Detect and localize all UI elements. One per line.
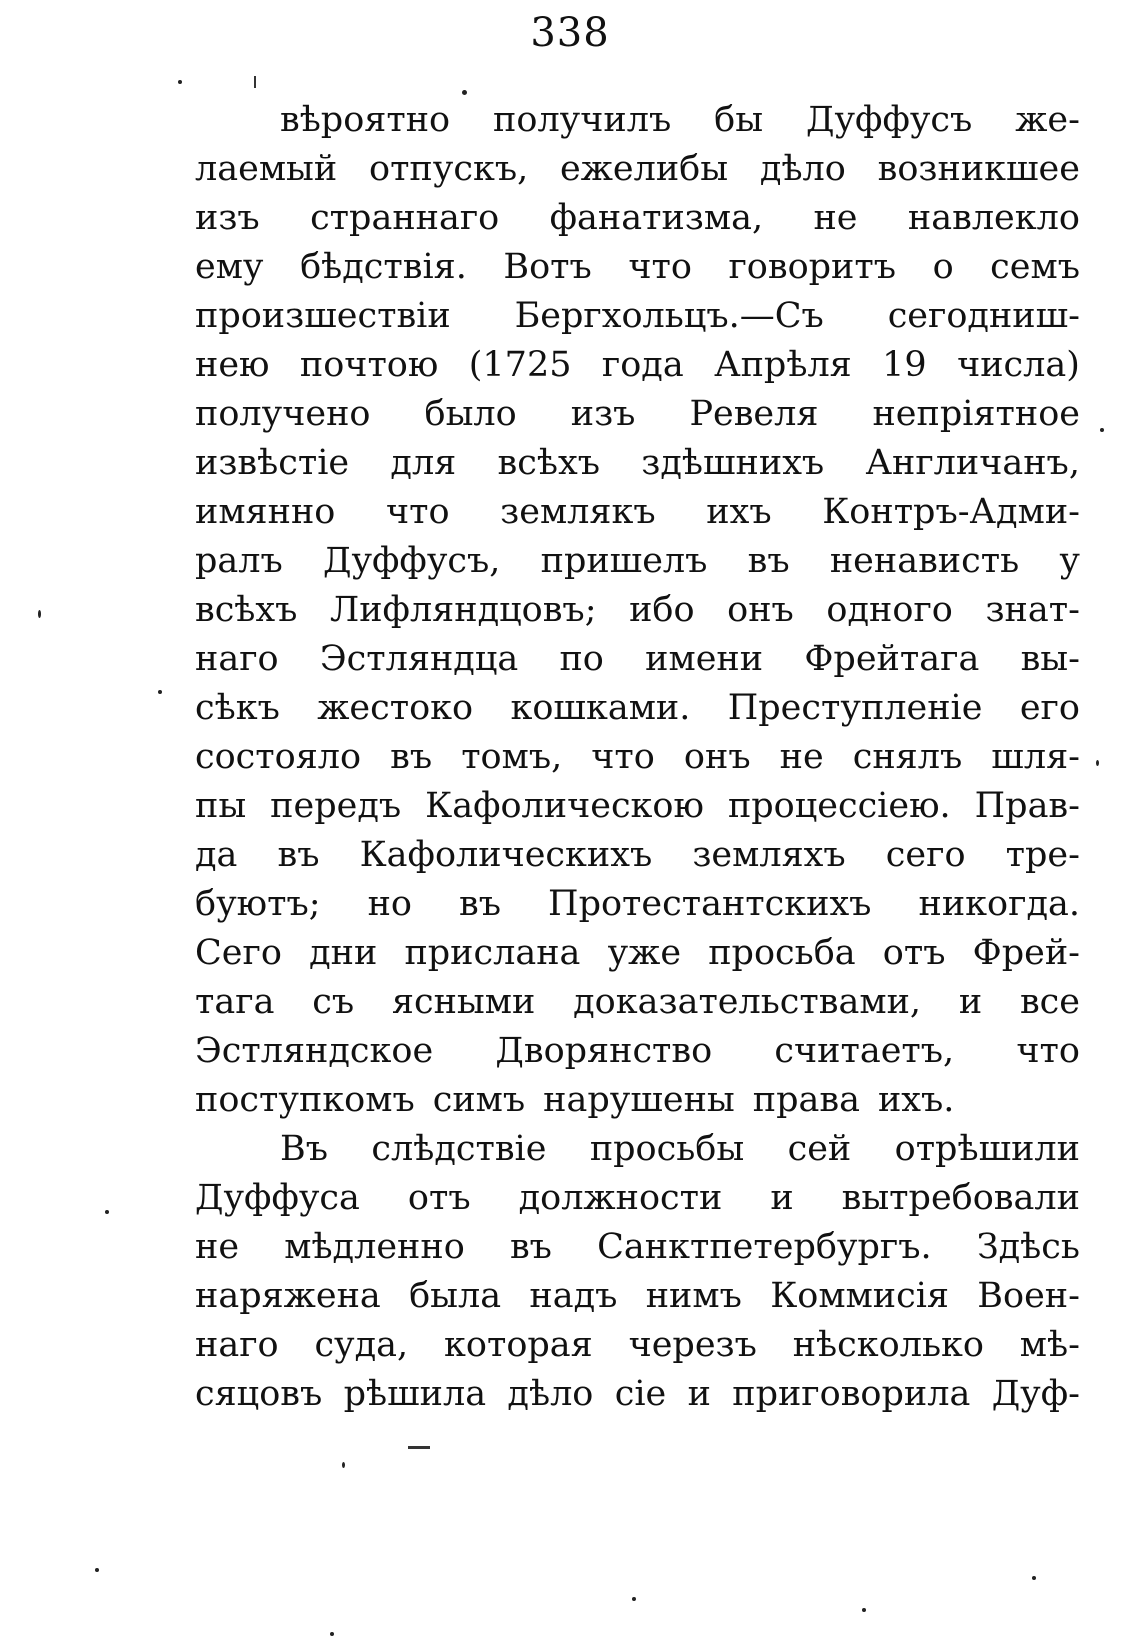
text-line: поступкомъ симъ нарушены права ихъ. [195,1080,955,1120]
scan-mark [254,76,256,88]
scan-speck [330,1632,334,1636]
text-line: наряжена была надъ нимъ Коммисія Воен- [195,1276,1080,1316]
paragraph [195,96,1080,1125]
scan-speck [105,1210,109,1214]
text-line: Дуффуса отъ должности и вытребовали [195,1178,1080,1218]
text-line: вѣроятно получилъ бы Дуффусъ же- [280,100,1080,140]
text-line: состояло въ томъ, что онъ не снялъ шля- [195,737,1080,777]
text-line: пы передъ Кафолическою процессіею. Прав- [195,786,1080,826]
text-line: не мѣдленно въ Санктпетербургъ. Здѣсь [195,1227,1080,1267]
text-line: ему бѣдствія. Вотъ что говоритъ о семъ [195,247,1080,287]
text-line: Сего дни прислана уже просьба отъ Фрей- [195,933,1080,973]
text-line: сѣкъ жестоко кошками. Преступленіе его [195,688,1080,728]
scan-speck [1096,760,1099,766]
page-number: 338 [530,10,610,56]
scan-speck [95,1568,99,1572]
paragraph [195,1125,1080,1419]
scan-speck [38,610,41,618]
text-line: произшествіи Бергхольцъ.—Съ сегодниш- [195,296,1080,336]
text-line: наго Эстляндца по имени Фрейтага вы- [195,639,1080,679]
text-line: нею почтою (1725 года Апрѣля 19 числа) [195,345,1080,385]
text-line: Эстляндское Дворянство считаетъ, что [195,1031,1080,1071]
text-line: извѣстіе для всѣхъ здѣшнихъ Англичанъ, [195,443,1080,483]
text-line: получено было изъ Ревеля непріятное [195,394,1080,434]
scan-speck [178,80,182,84]
text-line: ралъ Дуффусъ, пришелъ въ ненависть у [195,541,1080,581]
text-line: буютъ; но въ Протестантскихъ никогда. [195,884,1080,924]
scan-speck [1100,428,1104,432]
text-line: имянно что землякъ ихъ Контръ-Адми- [195,492,1080,532]
scan-mark [408,1446,430,1449]
text-line: сяцовъ рѣшила дѣло сіе и приговорила Дуф- [195,1374,1080,1414]
text-line: тага съ ясными доказательствами, и все [195,982,1080,1022]
text-line: изъ страннаго фанатизма, не навлекло [195,198,1080,238]
scan-speck [632,1597,636,1601]
text-line: наго суда, которая черезъ нѣсколько мѣ- [195,1325,1080,1365]
scan-speck [862,1608,866,1612]
scan-speck [158,690,162,694]
text-line: всѣхъ Лифляндцовъ; ибо онъ одного знат- [195,590,1080,630]
scan-speck [1032,1576,1036,1580]
scan-speck [462,90,467,95]
text-line: да въ Кафолическихъ земляхъ сего тре- [195,835,1080,875]
scan-speck [342,1462,345,1468]
text-line: лаемый отпускъ, ежелибы дѣло возникшее [195,149,1080,189]
body-text [195,96,1080,1419]
text-line: Въ слѣдствіе просьбы сей отрѣшили [280,1129,1080,1169]
